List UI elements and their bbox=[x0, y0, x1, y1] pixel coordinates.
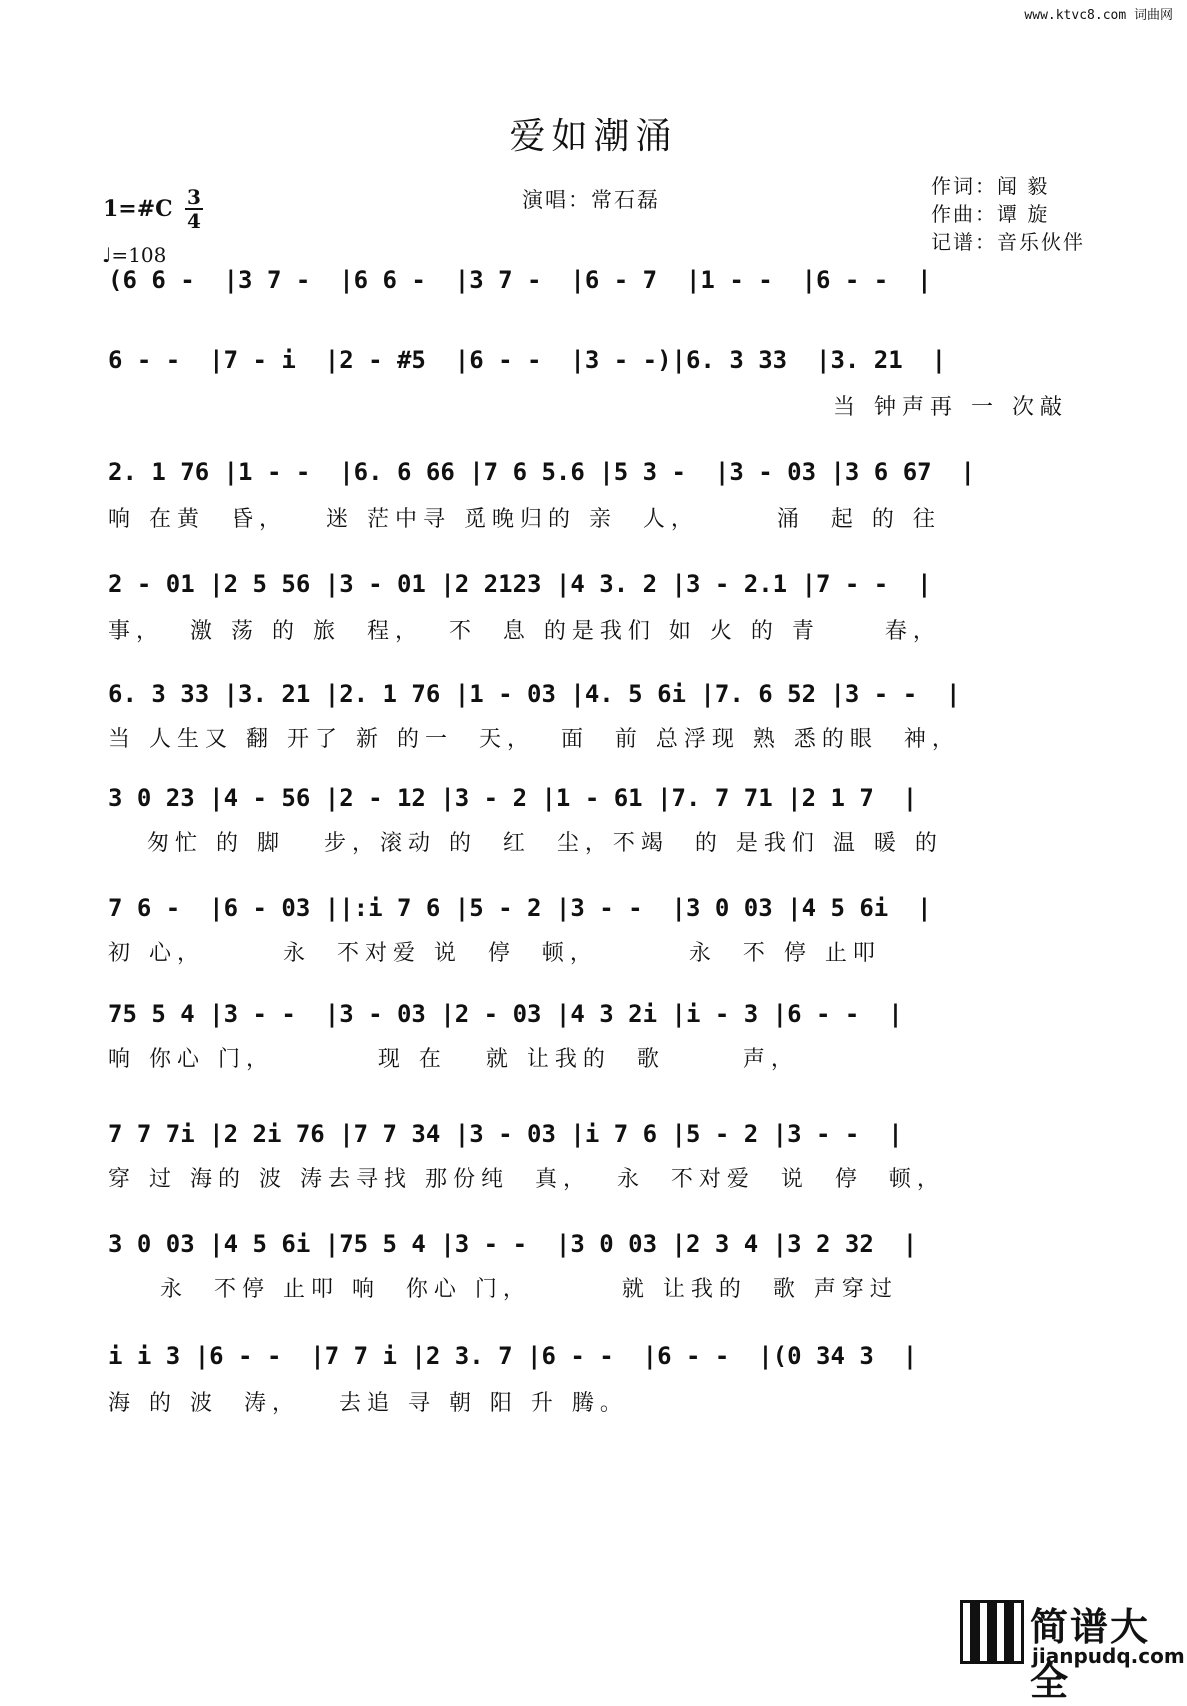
score-line-6-notes: 3 0 23 |4 - 56 |2 - 12 |3 - 2 |1 - 61 |7. 7 71 |2 1 7 | bbox=[108, 784, 918, 812]
score-line-5-notes: 6. 3 33 |3. 21 |2. 1 76 |1 - 03 |4. 5 6i |7. 6 52 |3 - - | bbox=[108, 680, 961, 708]
score-line-8-notes: 75 5 4 |3 - - |3 - 03 |2 - 03 |4 3 2i |i - 3 |6 - - | bbox=[108, 1000, 903, 1028]
score-line-7-lyrics: 初 心， 永 不对爱 说 停 顿， 永 不 停 止叩 bbox=[108, 941, 881, 966]
composer-credit: 作曲：谭 旋 bbox=[931, 202, 1050, 226]
score-line-6-lyrics: 匆忙 的 脚 步，滚动 的 红 尘，不竭 的 是我们 温 暖 的 bbox=[108, 831, 943, 856]
score-line-7-notes: 7 6 - |6 - 03 ||:i 7 6 |5 - 2 |3 - - |3 0 03 |4 5 6i | bbox=[108, 894, 932, 922]
logo-url: jianpudq.com bbox=[1032, 1644, 1185, 1668]
key-signature: 1=#C bbox=[103, 196, 173, 222]
logo-name: 简谱大全 bbox=[1030, 1605, 1151, 1704]
credits bbox=[931, 172, 1085, 256]
score-line-4-notes: 2 - 01 |2 5 56 |3 - 01 |2 2123 |4 3. 2 |3 - 2.1 |7 - - | bbox=[108, 570, 932, 598]
singer-credit: 演唱：常石磊 bbox=[522, 188, 660, 212]
piano-icon bbox=[960, 1600, 1024, 1664]
score-line-10-lyrics: 永 不停 止叩 响 你心 门， 就 让我的 歌 声穿过 bbox=[108, 1277, 898, 1302]
score-line-5-lyrics: 当 人生又 翻 开了 新 的一 天， 面 前 总浮现 熟 悉的眼 神， bbox=[108, 727, 960, 752]
time-signature bbox=[185, 186, 203, 232]
score-line-2-lyrics: 当 钟声再 一 次敲 bbox=[833, 395, 1068, 420]
time-signature-bottom: 4 bbox=[187, 209, 201, 233]
score-line-3-notes: 2. 1 76 |1 - - |6. 6 66 |7 6 5.6 |5 3 - |3 - 03 |3 6 67 | bbox=[108, 458, 975, 486]
lyricist-credit: 作词：闻 毅 bbox=[931, 174, 1050, 198]
score-line-11-lyrics: 海 的 波 涛， 去追 寻 朝 阳 升 腾。 bbox=[108, 1391, 628, 1416]
transcriber-credit: 记谱：音乐伙伴 bbox=[931, 230, 1085, 254]
time-signature-top: 3 bbox=[187, 185, 201, 209]
score-line-2-notes: 6 - - |7 - i |2 - #5 |6 - - |3 - -)|6. 3 33 |3. 21 | bbox=[108, 346, 947, 374]
score-line-1-notes: (6 6 - |3 7 - |6 6 - |3 7 - |6 - 7 |1 - - |6 - - | bbox=[108, 266, 932, 294]
song-title: 爱如潮涌 bbox=[509, 116, 678, 157]
jianpu-logo bbox=[960, 1600, 1185, 1704]
score-line-10-notes: 3 0 03 |4 5 6i |75 5 4 |3 - - |3 0 03 |2 3 4 |3 2 32 | bbox=[108, 1230, 918, 1258]
score-line-9-lyrics: 穿 过 海的 波 涛去寻找 那份纯 真， 永 不对爱 说 停 顿， bbox=[108, 1167, 945, 1192]
tempo-mark: ♩=108 bbox=[102, 243, 167, 267]
score-line-9-notes: 7 7 7i |2 2i 76 |7 7 34 |3 - 03 |i 7 6 |5 - 2 |3 - - | bbox=[108, 1120, 903, 1148]
score-line-3-lyrics: 响 在黄 昏， 迷 茫中寻 觅晚归的 亲 人， 涌 起 的 往 bbox=[108, 507, 941, 532]
score-line-11-notes: i i 3 |6 - - |7 7 i |2 3. 7 |6 - - |6 - - |(0 34 3 | bbox=[108, 1342, 918, 1370]
score-line-8-lyrics: 响 你心 门， 现 在 就 让我的 歌 声， bbox=[108, 1047, 799, 1072]
site-watermark: www.ktvc8.com 词曲网 bbox=[1024, 8, 1173, 23]
score-line-4-lyrics: 事， 激 荡 的 旅 程， 不 息 的是我们 如 火 的 青 春， bbox=[108, 619, 941, 644]
